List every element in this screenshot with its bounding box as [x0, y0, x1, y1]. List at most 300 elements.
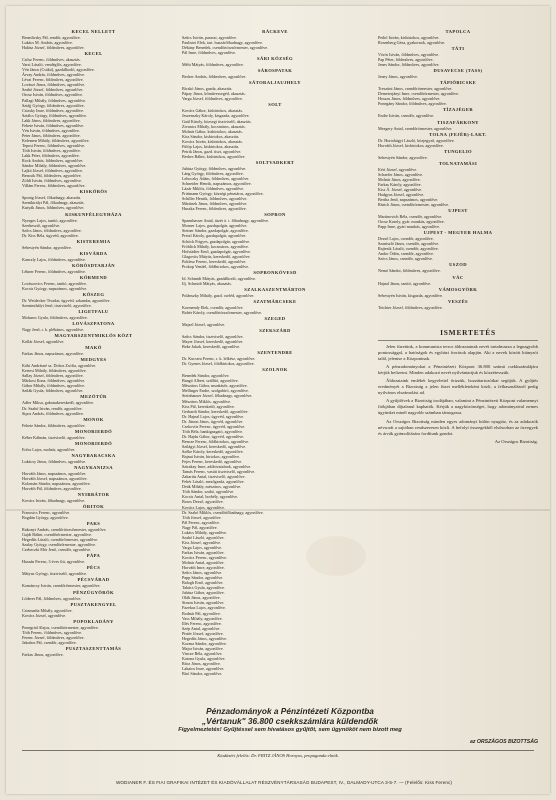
- locality-heading: MEZŐTÚR: [80, 394, 107, 400]
- locality-section: [378, 161, 538, 207]
- locality-heading: KISKŐRÖS: [79, 189, 108, 195]
- locality-section: [22, 333, 165, 344]
- locality-heading: MONOK: [83, 416, 104, 422]
- victim-entry: Ponegrád Alajos, csendőrörmester, agyonlőve.: [22, 624, 99, 630]
- victim-entry: Pál Imre, földműves, agyonlőve.: [182, 50, 237, 56]
- victim-entry: Lukács M. András, agyonlőve.: [22, 40, 73, 46]
- victim-entry: Dr. Hajdu Gábor, ügyvéd, agyonlőve.: [182, 433, 245, 439]
- victim-entry: Varga Lajos, agyonlőve.: [182, 544, 223, 550]
- victim-entry: Kovács István, kisbirtokos, akasztás.: [182, 138, 243, 144]
- victim-entry: Bogdán György, agyonlőve.: [22, 515, 69, 521]
- victim-entry: Hajnal János, tanító, agyonlőve.: [378, 280, 432, 286]
- victim-entry: Becker András, földműves, agyonlőve.: [182, 74, 247, 80]
- locality-section: [22, 453, 165, 464]
- victim-entry: Hosszu János, földműves, agyonlőve.: [378, 96, 441, 102]
- victim-entry: Szilák Gyula, földműves, agyonlőve.: [22, 388, 84, 394]
- victim-entry: Sebestyén Sándor, agyonlőve.: [378, 154, 428, 160]
- victim-entry: Vörös István, földműves, agyonlőve.: [378, 52, 440, 58]
- victim-entry: Kéri József, agyonlőve.: [378, 166, 418, 172]
- footer-rule: [22, 750, 534, 751]
- victim-entry: Lakk János, földműves, agyonlőve.: [22, 117, 81, 123]
- locality-section: [378, 149, 538, 160]
- locality-section: [22, 212, 165, 238]
- locality-section: [22, 275, 165, 291]
- victim-entry: Lőderer Pál, földműves, agyonlőve.: [22, 595, 82, 601]
- victim-entry: Tóth István, földműves, agyonlőve.: [22, 147, 81, 153]
- victim-entry: Lovászovics Ferenc, tanító, agyonlőve.: [22, 280, 87, 286]
- locality-heading: TAPOLCA: [445, 29, 471, 34]
- locality-section: [378, 299, 538, 310]
- locality-heading: TÁTI: [451, 46, 465, 52]
- victim-entry: Beke Jakab, kereskedő, agyonlőve.: [182, 344, 241, 350]
- locality-section: [22, 577, 165, 588]
- victim-entry: Fazekas Lajos, agyonlőve.: [182, 605, 226, 611]
- locality-heading: KÖRÖSDTARJÁN: [72, 262, 115, 268]
- victim-entry: Dr. Jánosi János, ügyvéd, agyonlőve.: [182, 418, 244, 424]
- ismertetes-paragraph: A gyűjtőívek a Bizottság irodájában, valamint a Pénzintézeti Központ valamennyi fiókjában díjtalanul kaphatók. Kérjük a nagyközönséget, hogy adományaival nemes ügyünket minél nagyobb számban támogassa.: [378, 398, 538, 416]
- ismertetes-paragraph: Az Országos Bizottság minden egyes adományt külön nyugtáz, és az adakozók névsorát a sajtóban rendszeresen közli. A befolyt összegekből elsősorban az özvegyek és árvák gyámolítására fordítunk gondot.: [378, 418, 538, 436]
- victim-entry: Gábor Mihály, földműves, agyonlőve.: [22, 383, 85, 389]
- victim-entry: Csekovits Ferenc, ügyvéd, agyonlőve.: [182, 423, 246, 429]
- locality-section: [182, 328, 368, 349]
- victim-entry: Szőcs János, földműves, agyonlőve.: [22, 227, 82, 233]
- victim-entry: Juhász Gábor, agyonlőve.: [182, 590, 225, 596]
- victim-entry: Szép Antal, agyonlőve.: [182, 625, 221, 631]
- victim-entry: Jeney János, agyonlőve.: [378, 74, 419, 80]
- locality-section: [182, 367, 368, 676]
- ismertetes-paragraph: Áldozataink emlékét kegyelettel őrizzük, hozzátartozóikat segítjük. A gyűjtés eredményét a Bizottság a jelen füzet mellékleteként közli, a felhasználásról pedig nyilvános elszámolást ad.: [378, 378, 538, 396]
- victim-entry: Lukácsy János, földműves, agyonlőve.: [22, 458, 87, 464]
- victim-entry: Id. Schmidt Mátyás, gazdálkodó, agyonlőve.: [182, 275, 257, 281]
- victim-entry: Molnár János, agyonlőve.: [378, 176, 421, 182]
- locality-heading: TÍZAJÉGER: [442, 107, 474, 113]
- victim-entry: Farkas János, agyonlőve.: [22, 651, 64, 657]
- victim-entry: Sebestyén István, kisgazda, agyonlőve.: [378, 292, 443, 298]
- victim-entry: Poklesz Ferenc, kereskedő, agyonlőve.: [182, 258, 247, 264]
- victim-entry: Huszka Ferenc, földműves, agyonlőve.: [182, 206, 247, 212]
- locality-heading: PÉCSVÁRAD: [77, 577, 110, 583]
- locality-heading: LOVÁSZPATONA: [72, 321, 115, 327]
- locality-heading: SZATMÁRCSEKE: [253, 298, 297, 304]
- locality-section: [378, 107, 538, 118]
- victim-entry: Lékner Ferenc, földműves, agyonlőve.: [22, 268, 86, 274]
- victim-entry: Láng György, földműves, agyonlőve.: [182, 170, 244, 176]
- victim-entry: Majzel József, agyonlőve.: [182, 322, 226, 328]
- victim-entry: Papp Imre, gyári munkás, agyonlőve.: [378, 224, 440, 230]
- locality-section: [22, 309, 165, 320]
- victim-entry: Dr. Hortobágyi László, közjegyző, agyonlőve.: [378, 137, 455, 143]
- victim-entry: Szűcs János, agyonlőve.: [182, 570, 223, 576]
- locality-section: [378, 208, 538, 229]
- locality-section: [22, 619, 165, 645]
- victim-entry: Bíró Sándor, agyonlőve.: [182, 671, 223, 677]
- locality-heading: NAGYBARACSKA: [71, 452, 116, 458]
- victim-entry: Orosz Karoly, gyár. munkás, agyonlőve.: [378, 219, 445, 225]
- locality-heading: DUSAVECSE (TASS): [433, 68, 483, 74]
- victim-entry: Boros Dezső, agyonlőve.: [182, 499, 224, 505]
- victim-entry: Kománcsy István, csendőrőrmester, agyonlőve.: [22, 583, 101, 589]
- victim-entry: Szerkesztő, agyonlőve.: [22, 222, 61, 228]
- victim-entry: Pethő István, kisbirtokos, agyonlőve.: [378, 35, 440, 40]
- appeal-line-3: Figyelmeztetés! Gyűjtéssel sem hivatásos gyűjtőt, sem ügynököt nem bizott meg: [178, 727, 402, 733]
- locality-section: [22, 292, 165, 308]
- victim-entry: Jenes Sándor, földműves, agyonlőve.: [378, 62, 440, 68]
- victim-entry: Rakonyi András, csendőrtörzsőrmester, agyonlőve.: [22, 527, 107, 533]
- victim-entry: Bangó Albert, szállító, agyonlőve.: [182, 378, 239, 384]
- victim-entry: Bertha Jenő, napszámos, agyonlőve.: [378, 196, 439, 202]
- locality-heading: LIGETFALU: [78, 309, 109, 315]
- locality-section: [378, 262, 538, 273]
- victim-entry: Szentkirályi Pál, főkadnagy, akasztás.: [22, 200, 85, 206]
- victim-entry: Pintér József, agyonlőve.: [182, 630, 224, 636]
- victim-entry: Szabó László, agyonlőve.: [182, 534, 225, 540]
- victim-entry: Fehér László, mezőgazda, agyonlőve.: [182, 479, 245, 485]
- victim-entry: Szentmihályi Jenő, tisztviselő, agyonlőve.: [22, 302, 92, 308]
- victim-entry: Sztájj György, földműves, agyonlőve.: [22, 102, 85, 108]
- victim-entry: Petrik János, gazd. tiszt, agyonlőve.: [182, 148, 242, 154]
- victim-entry: Kocsis Antal, borbély, agyonlőve.: [182, 494, 239, 500]
- locality-heading: MONORIERDŐ: [74, 428, 113, 434]
- locality-heading: POPOKLADÁNY: [73, 618, 114, 624]
- victim-entry: Csizmadia Mihály, agyonlőve.: [22, 607, 73, 613]
- locality-heading: RÁCKEVE: [262, 29, 288, 34]
- locality-heading: KISKUNFÉLEGYHÁZA: [65, 211, 122, 217]
- victim-entry: Demeterjányi Imre, csendőrörmester, agyonlőve.: [378, 91, 460, 97]
- locality-heading: MONORIERDŐ: [74, 440, 113, 446]
- victim-entry: Erőss Lajos, molnár, agyonlőve.: [22, 446, 76, 452]
- victim-entry: Berkes Bálint, kisbirtokos, agyonlőve.: [182, 153, 246, 159]
- victim-entry: Kiss Pál, kereskedő, agyonlőve.: [182, 403, 235, 409]
- locality-heading: NAGYKANIZSA: [74, 464, 113, 470]
- locality-section: [182, 299, 368, 315]
- locality-heading: KŐSZEG: [82, 291, 105, 297]
- victim-entry: Fejes Ferenc, kereskedő, agyonlőve.: [182, 459, 243, 465]
- victim-entry: Szűcs Sándor, tisztviselő, agyonlőve.: [182, 334, 244, 340]
- victim-entry: Gajdi Bálint, csendőrőrmester, agyonlőve.: [22, 532, 92, 538]
- locality-section: [378, 230, 538, 261]
- locality-section: [22, 189, 165, 210]
- victim-entry: Kéber Kálmán, tisztviselő, agyonlőve.: [22, 434, 86, 440]
- victim-entry: Kormendy Elek, csendőr, agyonlőve.: [182, 304, 244, 310]
- victim-entry: Schneider Henrik, napszámos, agyonlőve.: [182, 181, 252, 187]
- victim-entry: Rock András, földműves, agyonlőve.: [22, 158, 84, 164]
- locality-heading: PÉNZÜGYŐRÖK: [73, 589, 114, 595]
- victim-entry: Tóth Sándor, szabó, agyonlőve.: [182, 489, 235, 495]
- victim-entry: Dr. Kucsera Ferenc, r. k. lelkész, agyonlőve.: [182, 356, 256, 362]
- locality-section: [378, 287, 538, 298]
- victim-entry: Bajnai István, birtokos, agyonlőve.: [182, 454, 240, 460]
- locality-heading: KISVÁRDA: [79, 250, 108, 256]
- victim-entry: Pap Péter, földműves, agyonlőve.: [378, 57, 434, 63]
- locality-section: [22, 429, 165, 440]
- victim-entry: Szöcs János, csendőr, agyonlőve.: [378, 256, 434, 262]
- victim-entry: Teichter József, földműves, agyonlőve.: [378, 304, 443, 310]
- locality-section: [378, 120, 538, 131]
- victim-entry: Francsics Ferenc, agyonlőve.: [22, 510, 71, 516]
- locality-section: [22, 565, 165, 576]
- list-column-1: [22, 28, 165, 657]
- victim-entry: Kollár József, agyonlőve.: [22, 339, 65, 345]
- printer-line: WODIANER F. ÉS FIAI GRAFIKAI INTÉZET ÉS KIADÓVÁLLALAT RÉSZVÉNYTÁRSASÁG BUDAPEST, IV., DALMADY-UTCA 3-5-7. — (Felelős: Kiss Ferenc): [115, 780, 453, 785]
- victim-entry: Gaál Károly, közsegi tisztviselő, akasztás.: [182, 118, 252, 124]
- list-column-3: [378, 28, 538, 318]
- victim-entry: Kocsis György, napszámos, agyonlőve.: [22, 285, 88, 291]
- victim-entry: Molnár Gábor, kisbirtokos, akasztás.: [182, 128, 243, 134]
- locality-heading: PÉCS: [86, 565, 101, 571]
- ismertetes-paragraph: A pénzadományokat a Pénzintézeti Központ 36.800 számú csekkszámlájára kérjük befizetni. Minden adakozó nevét nyilvántartjuk és közzétesszük.: [378, 364, 538, 376]
- locality-heading: SÁTORALJAUJHELY: [249, 80, 301, 86]
- victim-entry: Hegedűs János, agyonlőve.: [182, 635, 228, 641]
- victim-entry: Méhi Mátyás, földműves, agyonlőve.: [182, 62, 244, 68]
- victim-entry: Nemó Sándor, földműves, agyonlőve.: [378, 268, 441, 274]
- list-column-2: [182, 28, 368, 677]
- victim-entry: Bencsik Pál, földműves, agyonlőve.: [22, 173, 82, 179]
- victim-entry: Prittmann György, községi pénztáros, agyonlőve.: [182, 191, 264, 197]
- locality-section: [22, 394, 165, 415]
- victim-entry: Lukács Mihály, agyonlőve.: [182, 529, 228, 535]
- locality-section: [182, 102, 368, 158]
- victim-entry: Kovács Ferenc, agyonlőve.: [182, 554, 228, 560]
- victim-entry: Steinhauser József, főhadnagy, agyonlőve.: [182, 393, 253, 399]
- victim-entry: Benedicsky Pál, rendőr, agyonlőve.: [22, 35, 81, 40]
- victim-entry: Haszán Ferenc, 3 éves fiú, agyonlőve.: [22, 559, 86, 565]
- victim-entry: Csősz Ferenc, földműves, akasztás.: [22, 57, 81, 63]
- victim-entry: Rácz János, agyonlőve.: [182, 660, 221, 666]
- locality-heading: MAKÓ: [85, 345, 102, 351]
- victim-entry: Moharos Gyula, földműves, agyonlőve.: [22, 315, 88, 321]
- victim-entry: Pretzl Károly, gazdapolgár, agyonlőve.: [182, 233, 247, 239]
- ismertetes-signature: Az Országos Bizottság.: [494, 438, 538, 444]
- locality-heading: TOLNATAMÁSI: [438, 160, 478, 166]
- locality-section: [22, 492, 165, 503]
- victim-entry: Czebeczki Mór Jenő, csendőr, agyonlőve.: [22, 547, 92, 553]
- victim-entry: Major István, agyonlőve.: [182, 645, 224, 651]
- victim-entry: Tóth József, agyonlőve.: [182, 514, 222, 520]
- victim-entry: Lévai Ferenc, földműves, agyonlőve.: [22, 77, 84, 83]
- victim-entry: Sándor Mihály, földműves, agyonlőve.: [22, 163, 87, 169]
- appeal-line-1: Pénzadományok a Pénzintézeti Központba: [206, 706, 374, 716]
- victim-entry: Martinovich Béla, csendőr, agyonlőve.: [378, 214, 443, 220]
- locality-section: [22, 590, 165, 601]
- victim-entry: Rajtesik László, csendőr, agyonlőve.: [378, 246, 439, 252]
- victim-entry: Halász József, földműves, agyonlőve.: [22, 45, 85, 51]
- victim-entry: Lovászi János, földműves, agyonlőve.: [22, 82, 86, 88]
- victim-entry: Mészáros Gábor, munkásőr, agyonlőve.: [182, 383, 248, 389]
- victim-entry: Farkas Károly, agyonlőve.: [378, 181, 422, 187]
- locality-section: [22, 51, 165, 188]
- victim-entry: Zöldi István, földműves, agyonlőve.: [22, 178, 83, 184]
- locality-section: [182, 29, 368, 55]
- locality-heading: SZOLNOK: [262, 367, 288, 373]
- locality-section: [22, 357, 165, 393]
- victim-entry: Varsi László, vendéglős, agyonlőve.: [22, 62, 82, 68]
- victim-entry: Tóth Ferenc, földműves, agyonlőve.: [22, 629, 83, 635]
- victim-entry: Tóth Béla, bankigazgató, agyonlőve.: [182, 428, 243, 434]
- victim-entry: Schöck Frigyes, gazdapolgár, agyonlőve.: [182, 238, 251, 244]
- victim-entry: Dr. Szabó István, rendőr, agyonlőve.: [22, 405, 83, 411]
- victim-entry: Peter János, földműves, agyonlőve.: [22, 132, 81, 138]
- locality-section: [182, 316, 368, 327]
- locality-heading: SOLT: [268, 102, 282, 108]
- locality-heading: SZALKASZENTMÁRTON: [244, 286, 306, 292]
- locality-heading: SOLTVADKERT: [255, 159, 295, 165]
- appeal-line-2: „Vértanuk" 36.800 csekkszámlára küldendők: [202, 716, 378, 726]
- victim-entry: Horváth József, kisbirtokos, agyonlőve.: [378, 142, 444, 148]
- locality-section: [182, 212, 368, 268]
- locality-section: [378, 275, 538, 286]
- locality-section: [182, 287, 368, 298]
- victim-entry: Zivanics Mihály, kocsmáros, akasztás.: [182, 123, 246, 129]
- victim-entry: Fülöp Lajos, kisbirtokos, akasztás.: [182, 143, 240, 149]
- victim-entry: Kiss Sándor, kisbirtokos, akasztás.: [182, 133, 240, 139]
- victim-entry: Dr. Hajnal Lajos, ügyvéd, agyonlőve.: [182, 413, 245, 419]
- victim-entry: Nagy Jenő, r. k. plébános, agyonlőve.: [22, 327, 85, 333]
- victim-entry: Jeszenszky Károly, kisgazda, agyonlőve.: [182, 113, 250, 119]
- victim-entry: Pál Ferenc, agyonlőve.: [182, 519, 220, 525]
- victim-entry: Kovács István, főkadnagy, agyonlőve.: [22, 498, 86, 503]
- locality-heading: KŐRMEND: [79, 274, 108, 280]
- document-page: [6, 6, 550, 794]
- victim-entry: Kozma Sándor, agyonlőve.: [182, 640, 227, 646]
- victim-entry: Bencze Ferenc, földbirtokos, agyonlőve.: [182, 438, 250, 444]
- victim-entry: Pallagi Mihály, földműves, agyonlőve.: [22, 97, 87, 103]
- victim-entry: Sebestyén Sándor, agyonlőve.: [22, 244, 72, 250]
- victim-entry: Steiner Sándor, gazdapolgár, agyonlőve.: [182, 228, 249, 234]
- locality-section: [22, 646, 165, 657]
- victim-entry: Pápay János, kőművessegéd, akasztás.: [182, 91, 246, 97]
- locality-heading: TOLNA (FEJÉR)-LAKT.: [429, 131, 487, 137]
- locality-heading: VÁMOSGYÖRK: [438, 286, 478, 292]
- locality-heading: PUSZTAKENGYEL: [70, 601, 117, 607]
- victim-entry: Farkas János, napszámos, agyonlőve.: [22, 351, 84, 357]
- victim-entry: Kovács József, agyonlőve.: [22, 612, 67, 618]
- locality-section: [22, 553, 165, 564]
- locality-heading: MAGYARSZENTMIKLÓS KÖZT: [54, 333, 133, 339]
- victim-entry: Benedek Sándor, agyonlőve.: [182, 373, 230, 379]
- locality-heading: KECEL NELLETT: [71, 29, 116, 34]
- victim-entry: Mellinger Endre, szolgabíró, agyonlőve.: [182, 388, 249, 394]
- locality-section: [22, 29, 165, 50]
- locality-heading: KECEL: [84, 51, 103, 57]
- victim-entry: Schaefer János, agyonlőve.: [378, 171, 424, 177]
- locality-heading: SOPRONKÖVESD: [253, 269, 297, 275]
- victim-entry: Kovács Gábor, kisbirtokos, akasztás.: [182, 108, 244, 114]
- victim-entry: Kiss József, agyonlőve.: [182, 539, 222, 545]
- victim-entry: Szaniszló János, csendőr, agyonlőve.: [378, 241, 440, 247]
- locality-section: [182, 80, 368, 101]
- victim-entry: Fröhlich Mihály, kocsmáros, agyonlőve.: [182, 243, 249, 249]
- victim-entry: Lázár Miklós, földműves, agyonlőve.: [182, 186, 245, 192]
- victim-entry: Fekete Sándor, földműves, agyonlőve.: [22, 422, 86, 428]
- victim-entry: Szilágyi József, kereskedő, agyonlőve.: [182, 443, 247, 449]
- victim-entry: Kiss Á. József, agyonlőve.: [378, 186, 423, 192]
- victim-entry: Lakatos Imre, agyonlőve.: [182, 666, 225, 672]
- victim-entry: Dr. Weidecker Tivadar, ügyvéd, szkandar, agyonlőve.: [22, 297, 111, 303]
- victim-entry: Deák Mihály, mészáros, agyonlőve.: [182, 484, 242, 490]
- victim-entry: Bohér Károly, csendőrtörzsőrmester, agyonlőve.: [182, 309, 263, 315]
- victim-entry: Kutyák János, földműves, agyonlőve.: [22, 205, 85, 211]
- victim-entry: Mosner Lajos, gazdapolgár, agyonlőve.: [182, 223, 248, 229]
- locality-heading: SOPRON: [264, 212, 286, 218]
- victim-entry: Szűcs István, paraszt, agyonlőve.: [182, 35, 237, 40]
- locality-section: [182, 160, 368, 211]
- locality-section: [378, 132, 538, 148]
- victim-entry: Bodnár Pál, agyonlőve.: [182, 610, 221, 616]
- victim-entry: Papp Sándor, agyonlőve.: [182, 575, 224, 581]
- publisher-line: Kiadásért felelős: Dr. FRITZ JÁNOS Hornyos, propaganda elnök.: [217, 753, 339, 758]
- locality-heading: PAKS: [86, 521, 101, 527]
- locality-heading: MEDGYES: [80, 357, 107, 363]
- victim-entry: Dr. Gyenes József, földbirtokos, agyonlőve.: [182, 361, 255, 367]
- victim-entry: Mészáros Miklós, agyonlőve.: [182, 398, 231, 404]
- victim-entry: Kolomán Sándor, napszámos, agyonlőve.: [22, 480, 91, 486]
- locality-heading: USZOD: [449, 262, 467, 268]
- locality-heading: SÁROSPATAK: [257, 68, 293, 74]
- locality-heading: SÁRI KŐZSÉG: [257, 56, 293, 62]
- locality-section: [22, 441, 165, 452]
- locality-heading: SZEKSZÁRD: [259, 328, 291, 334]
- victim-entry: Mátyus György, tisztviselő, agyonlőve.: [22, 571, 87, 577]
- locality-heading: UJPEST: [448, 208, 468, 214]
- victim-entry: Zakariás Antal, tisztviselő, agyonlőve.: [182, 474, 246, 480]
- victim-entry: Dr. Kiss Béla, ügyvéd, agyonlőve.: [22, 232, 79, 238]
- victim-entry: Sztrakay Imre, adóhivatalnok, agyonlőve.: [182, 464, 252, 470]
- victim-entry: Ponegány Sándor, földműves, agyonlőve.: [378, 101, 447, 107]
- victim-entry: Horváth Pál, földműves, agyonlőve.: [22, 485, 82, 491]
- victim-entry: Tresztini János, csendőrörmester, agyonlőve.: [378, 86, 453, 92]
- victim-entry: Dékány Benedek, csendőrtörzsőrmester, agyonlőve.: [182, 45, 269, 51]
- locality-heading: PÁPA: [86, 553, 101, 559]
- locality-section: [378, 68, 538, 79]
- locality-section: [22, 465, 165, 491]
- victim-entry: Kanczly Lajos, földműves, agyonlőve.: [22, 256, 86, 262]
- victim-entry: Mayer József, kereskedő, agyonlőve.: [182, 339, 244, 345]
- victim-entry: Lehoczky Ádám, földműves, agyonlőve.: [182, 175, 250, 181]
- victim-entry: Sponig József, főkadnagy, akasztás.: [22, 195, 82, 201]
- victim-entry: Glagovits Mátyás, kereskedő, agyonlőve.: [182, 253, 251, 259]
- victim-entry: Varga József, földműves, agyonlőve.: [182, 96, 243, 102]
- victim-entry: Csizsky Imre, földműves, agyonlőve.: [22, 107, 84, 113]
- victim-entry: Márkosi Ilona, földműves, agyonlőve.: [22, 378, 86, 384]
- victim-entry: Jakubos Pál, csendőr, agyonlőve.: [22, 639, 77, 645]
- locality-section: [182, 350, 368, 366]
- locality-section: [378, 29, 538, 45]
- locality-section: [22, 251, 165, 262]
- locality-section: [22, 417, 165, 428]
- victim-entry: Nyerges Lajos, tanító, agyonlőve.: [22, 217, 78, 223]
- victim-entry: Vass Mihály, agyonlőve.: [182, 615, 223, 621]
- appeal-signature: az ORSZÁGOS BIZOTTSÁG: [469, 739, 538, 745]
- victim-entry: Juhász György, földműves, agyonlőve.: [182, 165, 247, 171]
- victim-entry: Takács Gyula, agyonlőve.: [182, 585, 225, 591]
- victim-entry: Kelemen Mihály, földműves, agyonlőve.: [22, 137, 90, 143]
- locality-section: [22, 345, 165, 356]
- victim-entry: Balogh Ernő, agyonlőve.: [182, 580, 224, 586]
- victim-entry: Endre István, csendőr, agyonlőve.: [378, 113, 435, 119]
- victim-entry: Vén János (Csákó), gazdálkodó, agyonlőve.: [22, 67, 95, 73]
- victim-entry: Spannhasser Antal, tüzér ö. t. főhadnagy, agyonlőve.: [182, 218, 270, 224]
- victim-entry: Rosenberg Géza, gyakornok, agyonlőve.: [378, 40, 446, 46]
- ismertetes-rule: [378, 340, 538, 341]
- locality-heading: TÁPIÓBICSKE: [439, 80, 477, 86]
- victim-entry: Sipos András, földműves, agyonlőve.: [22, 410, 84, 416]
- victim-entry: Szőke Károly, kereskedő, agyonlőve.: [182, 449, 244, 454]
- victim-entry: Sallay József, földműves, agyonlőve.: [22, 373, 84, 379]
- locality-section: [182, 56, 368, 67]
- locality-heading: PUSZTASZENTTAMÁS: [65, 645, 122, 651]
- victim-entry: Ifj. Schmidt Mátyás, akasztás.: [182, 280, 232, 286]
- victim-entry: Katona Gyula, agyonlőve.: [182, 655, 226, 661]
